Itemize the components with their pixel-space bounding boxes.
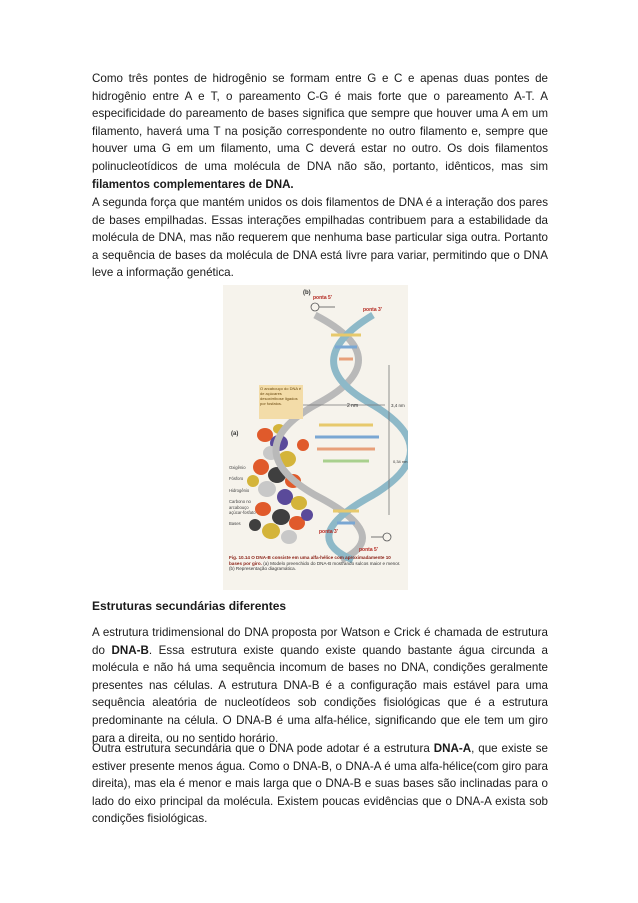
paragraph-text: Como três pontes de hidrogênio se formam entre G e C e apenas duas pontes de hidrogênio entre A e T, o pareamento C-G é mais forte que o pareamento A-T. A especificidade do pareamento de bases significa que sempre que houver uma A em um filamento, haverá uma T na posição correspondente no outro filamento e, sempre que houver uma G em um filamento, uma C deverá estar no outro. Os dois filamentos polinucleotídicos de uma molécula de DNA não são, portanto, idênticos, mas sim bbox=[92, 72, 548, 173]
legend-bases: Bases bbox=[229, 521, 241, 527]
dna-illustration bbox=[223, 285, 408, 590]
nucleotide-sketch-bottom bbox=[371, 533, 391, 541]
bold-term-dna-a: DNA-A bbox=[433, 742, 472, 755]
panel-b-label: (b) bbox=[303, 290, 311, 296]
caption-text: (a) Modelo preenchido do DNA-B mostrando sulcos maior e menor. (b) Representação diagramática. bbox=[229, 560, 401, 572]
paragraph-stacking bbox=[92, 194, 548, 282]
legend-oxygen: Oxigênio bbox=[229, 465, 246, 470]
section-heading: Estruturas secundárias diferentes bbox=[92, 599, 287, 613]
paragraph-text: Outra estrutura secundária que o DNA pode adotar é a estrutura bbox=[92, 742, 434, 755]
paragraph-text: . Essa estrutura existe quando existe quando bastante água circunda a molécula e não há uma sequência incomum de bases no DNA, condições geralmente presentes nas células. A estrutura DNA-B é a configuração mais estável para uma sequência aleatória de nucleotídeos sob condições fisiológicas que é a estrutura predominante na célula. O DNA-B é uma alfa-hélice, significando que ele tem um giro para a direita, ou no sentido horário. bbox=[92, 643, 548, 745]
nucleotide-sketch-top bbox=[311, 303, 335, 311]
paragraph-text: , que existe se estiver presente menos água. Como o DNA-B, o DNA-A é uma alfa-hélice(com giro para direita), mas ela é menor e mais larga que o DNA-B e suas bases são inclinadas para o lado do eixo principal da molécula. Existem poucas evidências que o DNA-A exista sob condições fisiológicas. bbox=[92, 742, 549, 826]
callout-text: O arcabouço do DNA é de açúcares desoxirribose ligados por fosfatos. bbox=[260, 386, 302, 406]
dimension-3-4nm: 3,4 nm bbox=[391, 403, 405, 408]
legend-carbon-backbone: Carbono no arcabouço açúcar-fosfato bbox=[229, 499, 256, 516]
end-3-top-label: ponta 3' bbox=[363, 307, 382, 313]
caption-title: Fig. 10.14 O DNA-B consiste em uma alfa-hélice com aproximadamente 10 bases por giro. bbox=[229, 555, 391, 566]
paragraph-base-pairing bbox=[92, 70, 548, 193]
dimension-2nm: 2 nm bbox=[347, 403, 359, 409]
bold-term-dna-b: DNA-B bbox=[111, 643, 149, 657]
figure-caption bbox=[229, 555, 403, 572]
end-5-top-label: ponta 5' bbox=[313, 295, 332, 301]
dimension-0-34nm: 0,34 nm bbox=[393, 459, 408, 464]
legend-hydrogen: Hidrogênio bbox=[229, 487, 250, 493]
legend-phosphorus: Fósforo bbox=[229, 476, 244, 482]
paragraph-dna-a bbox=[92, 740, 548, 828]
panel-a-label: (a) bbox=[231, 431, 239, 437]
paragraph-dna-b bbox=[92, 624, 548, 747]
dna-figure bbox=[223, 285, 408, 590]
paragraph-text: A estrutura tridimensional do DNA proposta por Watson e Crick é chamada de estrutura do bbox=[92, 626, 548, 657]
paragraph-text: A segunda força que mantém unidos os dois filamentos de DNA é a interação dos pares de bases empilhadas. Essas interações empilhadas contribuem para a estabilidade da molécula de DNA, mas não requerem que nenhuma base particular siga outra. Portanto a sequência de bases da molécula de DNA está livre para variar, permitindo que o DNA leve a informação genética. bbox=[92, 196, 548, 280]
end-5-bottom-label: ponta 5' bbox=[359, 547, 378, 553]
figure-legend bbox=[229, 465, 259, 527]
bold-term-complementary-strands: filamentos complementares de DNA. bbox=[92, 177, 294, 191]
end-3-bottom-label: ponta 3' bbox=[319, 529, 338, 535]
